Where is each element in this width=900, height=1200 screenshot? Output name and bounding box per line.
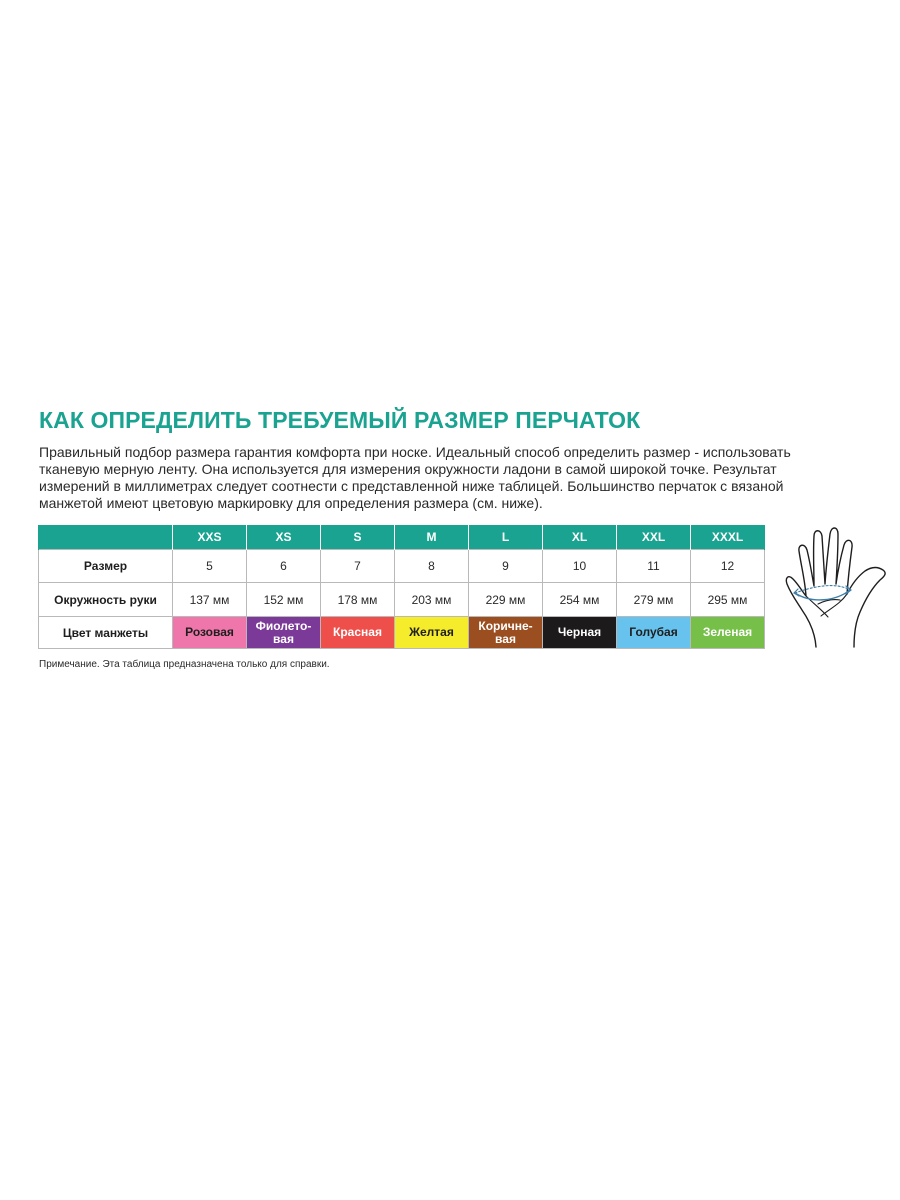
- footnote: Примечание. Эта таблица предназначена только для справки.: [39, 659, 330, 670]
- size-number-cell: 7: [321, 550, 395, 583]
- hand-measure-icon: [784, 520, 889, 652]
- size-number-cell: 5: [173, 550, 247, 583]
- page-title: КАК ОПРЕДЕЛИТЬ ТРЕБУЕМЫЙ РАЗМЕР ПЕРЧАТОК: [39, 407, 641, 433]
- circumference-cell: 279 мм: [617, 583, 691, 617]
- circumference-cell: 229 мм: [469, 583, 543, 617]
- row-label: Окружность руки: [39, 583, 173, 617]
- cuff-color-cell: Желтая: [395, 617, 469, 649]
- row-label: Цвет манжеты: [39, 617, 173, 649]
- row-label: Размер: [39, 550, 173, 583]
- circumference-cell: 152 мм: [247, 583, 321, 617]
- size-number-cell: 11: [617, 550, 691, 583]
- circumference-cell: 254 мм: [543, 583, 617, 617]
- hand-outline: [786, 528, 885, 647]
- header-corner-cell: [39, 525, 173, 550]
- size-header-cell: S: [321, 525, 395, 550]
- size-header-cell: XXL: [617, 525, 691, 550]
- size-header-cell: L: [469, 525, 543, 550]
- cuff-color-cell: Черная: [543, 617, 617, 649]
- cuff-color-cell: Фиолето-вая: [247, 617, 321, 649]
- circumference-cell: 137 мм: [173, 583, 247, 617]
- size-header-cell: XS: [247, 525, 321, 550]
- size-header-cell: XXXL: [691, 525, 765, 550]
- size-table: [38, 525, 765, 649]
- size-number-cell: 8: [395, 550, 469, 583]
- table-row-cuff-color: [39, 617, 765, 649]
- table-row-hand-circumference: [39, 583, 765, 617]
- table-row-size: [39, 550, 765, 583]
- size-header-cell: XL: [543, 525, 617, 550]
- cuff-color-cell: Голубая: [617, 617, 691, 649]
- size-header-cell: M: [395, 525, 469, 550]
- size-header-cell: XXS: [173, 525, 247, 550]
- intro-paragraph: Правильный подбор размера гарантия комфорта при носке. Идеальный способ определить размер - использовать тканевую мерную ленту. Она используется для измерения окружности ладони в самой широкой точке. Результат измерений в миллиметрах следует соотнести с представленной ниже таблицей. Большинство перчаток с вязаной манжетой имеют цветовую маркировку для определения размера (см. ниже).: [39, 444, 791, 511]
- circumference-cell: 295 мм: [691, 583, 765, 617]
- circumference-cell: 203 мм: [395, 583, 469, 617]
- cuff-color-cell: Розовая: [173, 617, 247, 649]
- table-header-row: [39, 525, 765, 550]
- size-number-cell: 9: [469, 550, 543, 583]
- size-number-cell: 12: [691, 550, 765, 583]
- size-number-cell: 10: [543, 550, 617, 583]
- cuff-color-cell: Коричне-вая: [469, 617, 543, 649]
- circumference-cell: 178 мм: [321, 583, 395, 617]
- size-number-cell: 6: [247, 550, 321, 583]
- cuff-color-cell: Красная: [321, 617, 395, 649]
- cuff-color-cell: Зеленая: [691, 617, 765, 649]
